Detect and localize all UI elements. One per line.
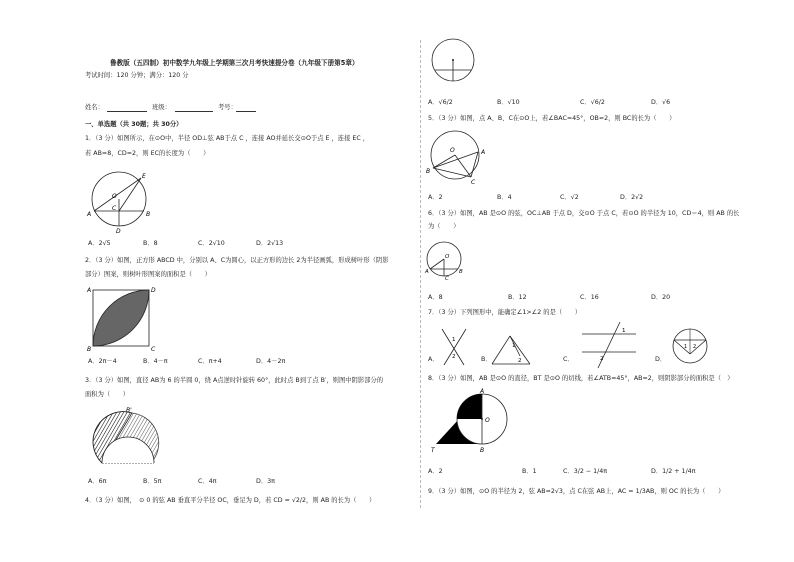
question-7-option-c[interactable]: C． [563,356,574,363]
question-5-line-1: 5．（3 分）如图，点 A、B、C在⊙O上，若∠BAC=45°，OB=2，则 BC的长为（ ） [428,115,676,122]
question-4-figure [425,40,485,85]
q6-label-o: O [445,254,450,260]
q1-label-b: B [146,211,151,218]
question-5-option-c[interactable]: C．√2 [560,194,579,201]
question-7-figure-b [490,330,534,366]
question-4-line-1: 4．（3 分）如图， ⊙ 0 的弦 AB 垂直平分半径 OC，垂足为 D，若 CD = √2/2，则 AB 的长为（ ） [85,497,376,504]
q7c-label-1: 1 [622,328,626,334]
q2-label-c: C [151,346,156,353]
question-3-figure [86,405,162,467]
question-5-option-d[interactable]: D．2√2 [620,194,644,201]
question-4-option-d[interactable]: D．√6 [651,99,671,106]
question-8-option-d[interactable]: D．1/2 + 1/4π [651,468,696,475]
q7a-label-2: 2 [452,354,456,360]
question-3-option-a[interactable]: A．6π [88,478,107,485]
question-6-option-a[interactable]: A．8 [428,294,443,301]
question-8-option-b[interactable]: B．1 [522,468,537,475]
q1-label-o: O [112,193,117,200]
section-heading: 一、单选题（共 30题；共 30分） [85,121,183,128]
question-1-line-2: 若 AB=8，CD=2，则 EC的长度为（ ） [85,150,210,157]
question-7-option-a[interactable]: A． [428,356,439,363]
q7b-label-1: 1 [512,343,516,349]
question-4-option-b[interactable]: B．√10 [497,99,520,106]
question-5-figure [425,130,491,186]
question-7-figure-c [580,320,640,370]
question-3-line-1: 3．（3 分）如图，直径 AB为 6 的半圆 0，绕 A点逆时针旋转 60°，此时点 B到了点 B′，则图中阴影部分的 [85,377,384,384]
number-label: 考号： [218,104,237,111]
question-6-option-b[interactable]: B．12 [508,294,527,301]
question-7-option-d[interactable]: D． [655,356,667,363]
q6-label-b: B [459,269,463,275]
question-4-option-a[interactable]: A．√6/2 [428,99,453,106]
q5-label-a: A [481,149,486,156]
page-title: 鲁教版（五四制）初中数学九年级上学期第三次月考快速提分卷（九年级下册第5章） [110,59,359,67]
q1-label-a: A [87,211,92,218]
question-6-option-d[interactable]: D．20 [651,294,671,301]
question-3-option-d[interactable]: D．3π [256,478,275,485]
question-8-figure [430,388,512,456]
question-2-option-c[interactable]: C．π+4 [198,358,222,365]
q2-label-b: B [87,346,92,353]
question-2-option-a[interactable]: A．2π－4 [88,358,117,365]
class-field[interactable] [175,111,213,112]
q8-label-o: O [485,417,490,424]
question-8-line-1: 8．（3 分）如图，AB 是⊙O 的直径，BT 是⊙O 的切线，若∠ATB=45°，AB=2，则阴影部分的面积是（ ） [428,375,734,382]
question-6-line-1: 6．（3 分）如图，AB 是⊙O 的弦，OC⊥AB 于点 D，交⊙O 于点 C，若⊙O 的半径为 10，CD＝4，则 AB 的长 [428,210,740,217]
question-2-figure [86,285,158,353]
question-1-figure [86,170,156,235]
question-2-option-b[interactable]: B．4－π [143,358,168,365]
q8-label-b: B [480,447,485,454]
q7d-label-2: 2 [693,344,697,350]
question-4-option-c[interactable]: C．√6/2 [580,99,605,106]
question-7-figure-d [670,326,710,366]
question-7-figure-a [438,327,472,367]
question-2-option-d[interactable]: D．4－2π [256,358,286,365]
q7b-label-2: 2 [518,358,522,364]
q1-label-e: E [142,173,146,180]
question-7-line-1: 7．（3 分）下列图形中，能确定∠1>∠2 的是（ ） [428,309,582,316]
name-field[interactable] [107,111,147,112]
question-8-option-c[interactable]: C．3/2 − 1/4π [563,468,608,475]
q2-label-a: A [87,287,92,294]
q5-label-o: O [450,147,455,154]
question-1-option-b[interactable]: B．8 [143,240,158,247]
question-6-line-2: 为（ ） [428,223,460,230]
question-3-option-b[interactable]: B．5π [143,478,162,485]
question-1-option-a[interactable]: A．2√5 [88,240,111,247]
name-label: 姓名： [85,104,104,111]
q7d-label-1: 1 [684,344,688,350]
question-3-option-c[interactable]: C．4π [198,478,217,485]
question-7-option-b[interactable]: B． [481,356,492,363]
q6-label-a: A [425,269,429,275]
q8-label-t: T [431,447,435,454]
question-1-option-c[interactable]: C．2√10 [198,240,225,247]
question-2-line-1: 2．（3 分）如图，正方形 ABCD 中，分别以 A、C为圆心，以正方形的边长 2为半径画弧，形成树叶形（阴影 [85,257,389,264]
exam-info: 考试时间：120 分钟；满分：120 分 [85,72,189,79]
q2-label-d: D [151,287,156,294]
question-1-line-1: 1．（3 分）如图所示，在⊙O中，半径 OD⊥弦 AB于点 C ，连接 AO并延长交⊙O于点 E ，连接 EC ， [85,135,370,142]
question-8-option-a[interactable]: A．2 [428,468,443,475]
number-field[interactable] [236,111,256,112]
question-2-line-2: 部分）图案，则树叶形图案的面积是（ ） [85,271,211,278]
q6-label-c: C [445,276,449,282]
question-5-option-a[interactable]: A．2 [428,194,443,201]
question-6-figure [425,240,469,280]
class-label: 班级： [152,104,171,111]
q7a-label-1: 1 [452,337,456,343]
q5-label-b: B [426,168,431,175]
q1-label-d: D [116,228,121,235]
question-5-option-b[interactable]: B．4 [497,194,512,201]
q1-label-c: C [112,205,117,212]
question-1-option-d[interactable]: D．2√13 [256,240,284,247]
question-9-line-1: 9．（3 分）如图，⊙O 的半径为 2，弦 AB=2√3，点 C在弦 AB上，AC = 1/3AB，则 OC 的长为（ ） [428,488,725,495]
question-6-option-c[interactable]: C．16 [580,294,599,301]
column-divider [420,40,421,508]
question-3-line-2: 面积为（ ） [85,391,130,398]
q5-label-c: C [471,179,476,186]
q7c-label-2: 2 [600,356,604,362]
q8-label-a: A [480,388,485,395]
q3-label-b-prime: B' [126,407,132,414]
